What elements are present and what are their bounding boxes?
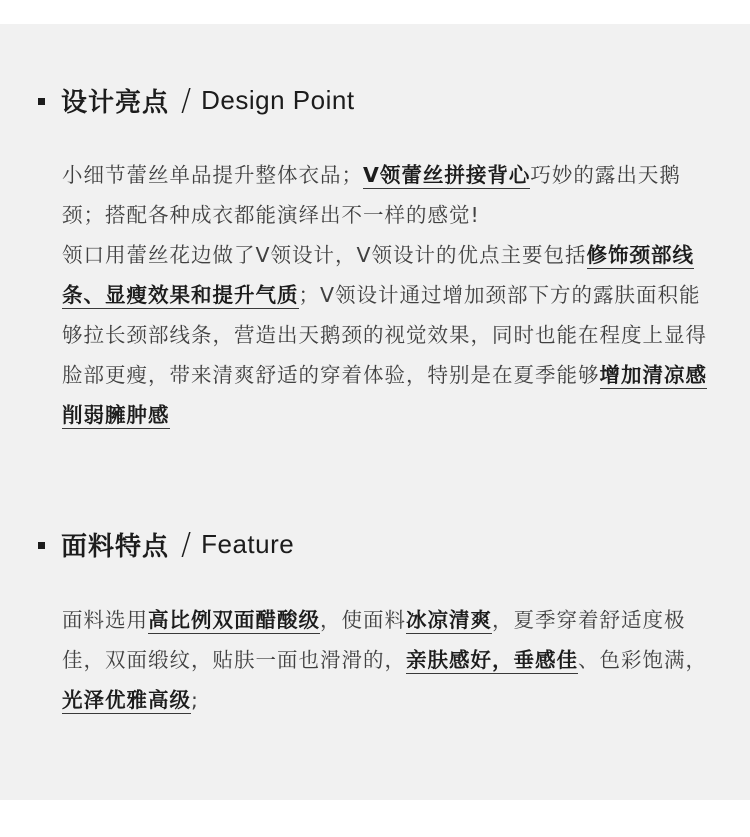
highlight-text: 冰凉清爽 [406,608,492,632]
section-heading-feature [38,524,294,564]
body-text: ；V领设计通过增加颈部下方的露肤面积能够拉长颈部线条，营造出天鹅颈的视觉效果，同时也能在程度上显得脸部更瘦，带来清爽舒适的穿着体验，特别是在夏季能够 [62,283,707,387]
body-text: 面料选用 [62,608,148,632]
heading-title-zh: 设计亮点 [61,87,170,118]
square-bullet-icon [38,98,45,105]
design-description [62,155,722,435]
body-text: 领口用蕾丝花边做了V领设计，V领设计的优点主要包括 [62,243,587,267]
highlight-text: 高比例双面醋酸级 [148,608,320,632]
section-heading-design [38,80,355,120]
body-text: 巧妙的露出天鹅颈；搭配各种成衣都能演绎出不一样的感觉! [62,163,681,227]
highlight-text: 光泽优雅高级 [62,688,191,712]
heading-title-en: Design Point [201,84,355,115]
heading-divider: / [181,82,192,118]
square-bullet-icon [38,542,45,549]
body-text: ; [191,688,199,712]
body-text: ，使面料 [320,608,406,632]
highlight-text: 增加清凉感削弱臃肿感 [62,363,707,427]
heading-title-en: Feature [201,528,295,559]
heading-divider: / [181,526,192,562]
heading-title-zh: 面料特点 [61,531,170,562]
highlight-text: 亲肤感好，垂感佳 [406,648,578,672]
fabric-description [62,600,722,720]
body-text: 、色彩饱满， [578,648,707,672]
body-text: 小细节蕾丝单品提升整体衣品； [62,163,363,187]
highlight-text: V领蕾丝拼接背心 [363,163,531,187]
highlight-text: 修饰颈部线条、显瘦效果和提升气质 [62,243,695,307]
body-text: ，夏季穿着舒适度极佳，双面缎纹，贴肤一面也滑滑的， [62,608,686,672]
